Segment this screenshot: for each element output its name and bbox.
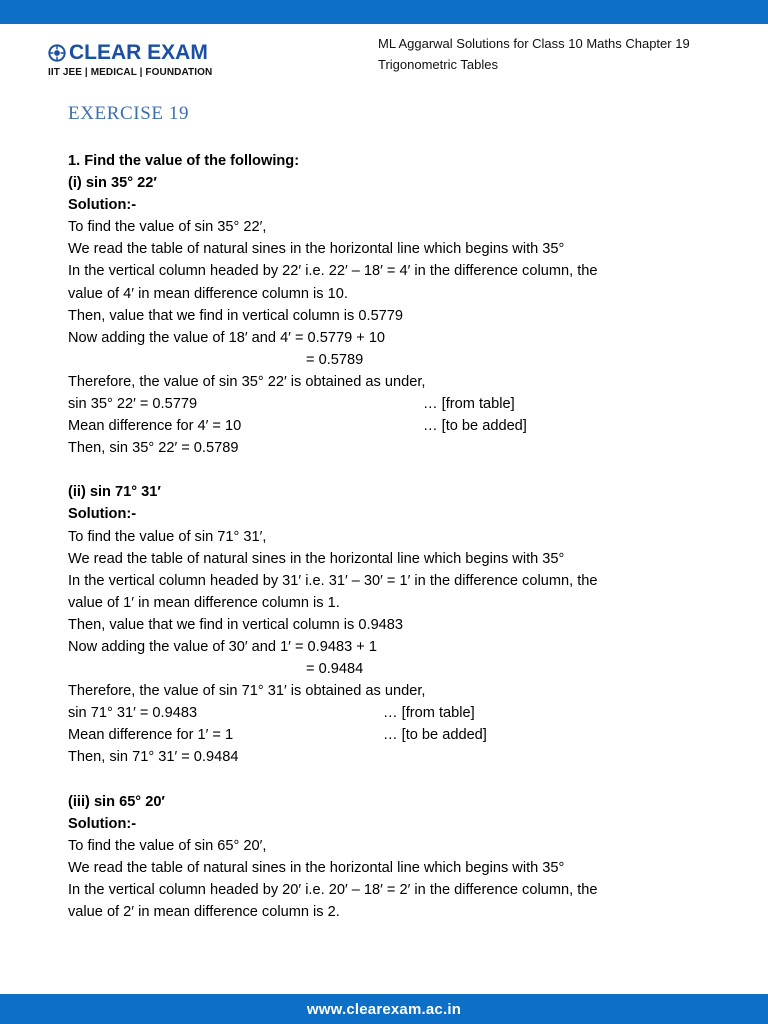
part-heading: (ii) sin 71° 31′ <box>68 484 161 501</box>
solution-label: Solution:- <box>68 815 137 832</box>
document-title <box>378 33 690 75</box>
result-line: = 0.9484 <box>306 661 364 678</box>
solution-line: Then, value that we find in vertical column is 0.5779 <box>68 307 404 324</box>
footer-url-link[interactable]: www.clearexam.ac.in <box>306 1000 462 1018</box>
table-value: sin 71° 31′ = 0.9483 <box>68 705 198 722</box>
mean-difference-note: … [to be added] <box>383 727 487 744</box>
solution-line: We read the table of natural sines in the horizontal line which begins with 35° <box>68 859 565 876</box>
solution-line: To find the value of sin 35° 22′, <box>68 219 267 236</box>
top-bar <box>0 0 768 24</box>
therefore-line: Therefore, the value of sin 71° 31′ is obtained as under, <box>68 683 426 700</box>
final-answer: Then, sin 35° 22′ = 0.5789 <box>68 440 239 457</box>
solution-line: Now adding the value of 18′ and 4′ = 0.5779 + 10 <box>68 329 386 346</box>
solution-line: In the vertical column headed by 20′ i.e. 20′ – 18′ = 2′ in the difference column, the <box>68 881 598 898</box>
brand-tagline: IIT JEE | MEDICAL | FOUNDATION <box>48 67 213 78</box>
table-note: … [from table] <box>423 396 515 413</box>
mean-difference-row <box>68 724 708 746</box>
therefore-line: Therefore, the value of sin 35° 22′ is obtained as under, <box>68 373 426 390</box>
doc-title-line-1: ML Aggarwal Solutions for Class 10 Maths Chapter 19 <box>378 36 690 51</box>
solution-line: Then, value that we find in vertical column is 0.9483 <box>68 616 404 633</box>
part-i <box>68 172 708 459</box>
solution-line: In the vertical column headed by 31′ i.e. 31′ – 30′ = 1′ in the difference column, the <box>68 572 598 589</box>
solution-line: We read the table of natural sines in the horizontal line which begins with 35° <box>68 241 565 258</box>
solution-line: We read the table of natural sines in the horizontal line which begins with 35° <box>68 550 565 567</box>
clear-exam-logo <box>48 40 213 88</box>
doc-title-line-2: Trigonometric Tables <box>378 57 498 72</box>
solution-label: Solution:- <box>68 506 137 523</box>
solution-line: To find the value of sin 71° 31′, <box>68 528 267 545</box>
mean-difference: Mean difference for 1′ = 1 <box>68 727 234 744</box>
solution-line: value of 4′ in mean difference column is 10. <box>68 285 348 302</box>
part-iii <box>68 791 708 924</box>
solution-line: To find the value of sin 65° 20′, <box>68 837 267 854</box>
mean-difference: Mean difference for 4′ = 10 <box>68 418 242 435</box>
final-answer: Then, sin 71° 31′ = 0.9484 <box>68 749 239 766</box>
solution-line: value of 2′ in mean difference column is 2. <box>68 904 340 920</box>
solution-line: In the vertical column headed by 22′ i.e. 22′ – 18′ = 4′ in the difference column, the <box>68 263 598 280</box>
table-note: … [from table] <box>383 705 475 722</box>
solution-line: value of 1′ in mean difference column is 1. <box>68 594 340 611</box>
part-ii <box>68 481 708 768</box>
solution-content <box>68 150 708 923</box>
part-heading: (i) sin 35° 22′ <box>68 175 157 192</box>
solution-line: Now adding the value of 30′ and 1′ = 0.9483 + 1 <box>68 638 377 655</box>
part-heading: (iii) sin 65° 20′ <box>68 793 165 810</box>
result-line: = 0.5789 <box>306 351 364 368</box>
question-text: 1. Find the value of the following: <box>68 153 300 169</box>
solution-label: Solution:- <box>68 197 137 214</box>
exercise-title: EXERCISE 19 <box>68 103 190 124</box>
logo-emblem-icon <box>48 44 66 62</box>
table-value: sin 35° 22′ = 0.5779 <box>68 396 198 413</box>
brand-name: CLEAR EXAM <box>69 41 208 64</box>
table-value-row <box>68 393 708 415</box>
table-value-row <box>68 702 708 724</box>
footer-bar <box>0 994 768 1024</box>
mean-difference-row <box>68 415 708 437</box>
mean-difference-note: … [to be added] <box>423 418 527 435</box>
